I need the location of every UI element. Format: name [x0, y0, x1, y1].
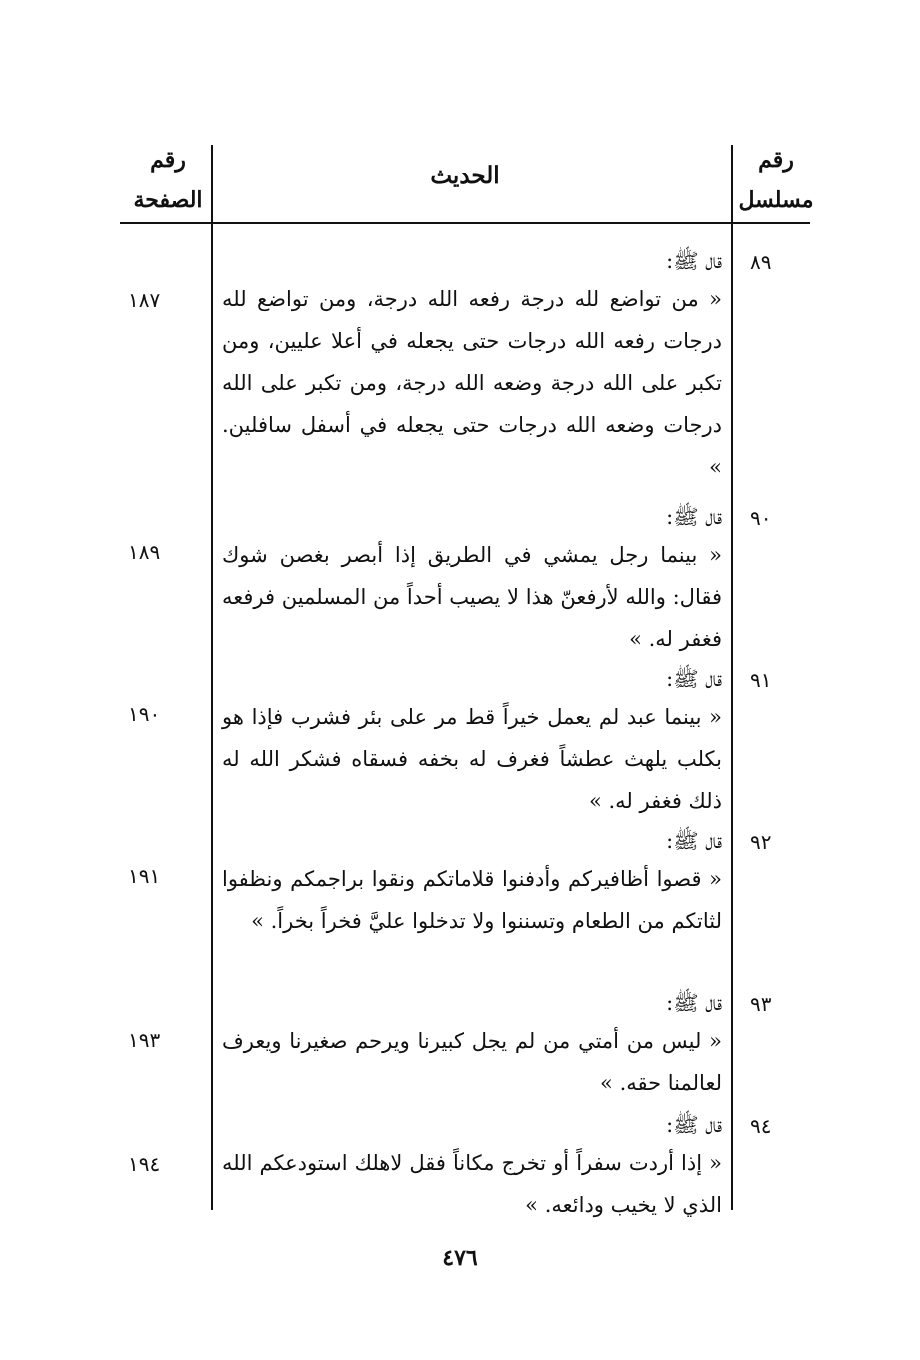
header-divider [120, 222, 810, 224]
serial-number: ٨٩ [750, 250, 772, 274]
hadith-intro: قال ﷺ: [666, 249, 722, 273]
hadith-intro: قال ﷺ: [666, 1113, 722, 1137]
page-reference: ١٩١ [128, 864, 161, 888]
page-reference: ١٨٩ [128, 540, 161, 564]
hadith-entry [222, 246, 722, 488]
hadith-entry [222, 664, 722, 822]
serial-number: ٩٣ [750, 992, 772, 1016]
hadith-intro: قال ﷺ: [666, 829, 722, 853]
hadith-text: « من تواضع لله درجة رفعه الله درجة، ومن تواضع لله درجات رفعه الله درجات حتى يجعله في أعلا عليين، ومن تكبر على الله درجة وضعه الله درجة، ومن تكبر على الله درجات وضعه الله درجات حتى يجعله في أسفل سافلين. » [222, 287, 722, 479]
serial-number: ٩٢ [750, 830, 772, 854]
hadith-entry [222, 1110, 722, 1226]
serial-number: ٩١ [750, 668, 772, 692]
page-number: ٤٧٦ [442, 1245, 478, 1271]
page-column-divider [211, 145, 213, 1210]
hadith-column-header: الحديث [430, 162, 500, 189]
hadith-entry [222, 826, 722, 942]
hadith-intro: قال ﷺ: [666, 505, 722, 529]
page-reference: ١٩٣ [128, 1028, 161, 1052]
serial-column-header [736, 140, 816, 220]
serial-number: ٩٠ [750, 506, 772, 530]
serial-number: ٩٤ [750, 1114, 772, 1138]
serial-header-line-2: مسلسل [738, 187, 814, 213]
serial-column-divider [731, 145, 733, 1210]
hadith-text: « بينما رجل يمشي في الطريق إذا أبصر بغصن شوك فقال: والله لأرفعنّ هذا لا يصيب أحداً من المسلمين فرفعه فغفر له. » [222, 543, 722, 651]
page-reference: ١٩٤ [128, 1152, 161, 1176]
hadith-text: « بينما عبد لم يعمل خيراً قط مر على بئر فشرب فإذا هو بكلب يلهث عطشاً فغرف له بخفه فسقاه فشكر الله له ذلك فغفر له. » [222, 705, 722, 813]
page-reference: ١٨٧ [128, 288, 161, 312]
hadith-entry [222, 988, 722, 1104]
hadith-intro: قال ﷺ: [666, 667, 722, 691]
hadith-intro: قال ﷺ: [666, 991, 722, 1015]
page-header-line-1: رقم [150, 147, 186, 173]
page-header-line-2: الصفحة [133, 187, 203, 213]
hadith-text: « قصوا أظافيركم وأدفنوا قلاماتكم ونقوا براجمكم ونظفوا لثاتكم من الطعام وتسننوا ولا تدخلوا عليَّ فخراً بخراً. » [222, 867, 722, 933]
serial-header-line-1: رقم [758, 147, 794, 173]
page-reference: ١٩٠ [128, 702, 161, 726]
hadith-text: « إذا أردت سفراً أو تخرج مكاناً فقل لاهلك استودعكم الله الذي لا يخيب ودائعه. » [222, 1151, 722, 1217]
hadith-text: « ليس من أمتي من لم يجل كبيرنا ويرحم صغيرنا ويعرف لعالمنا حقه. » [222, 1029, 722, 1095]
hadith-entry [222, 502, 722, 660]
page-column-header [128, 140, 208, 220]
